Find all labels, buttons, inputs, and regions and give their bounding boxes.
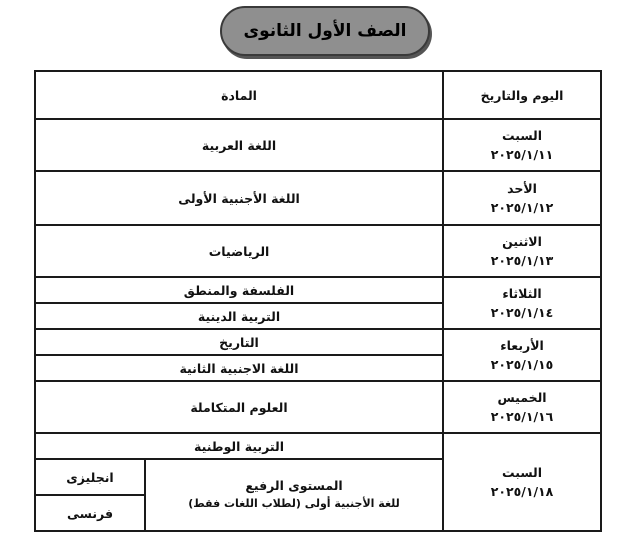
subject-cell: التاريخ xyxy=(35,329,443,355)
exam-date: ٢٠٢٥/١/١٤ xyxy=(490,305,554,320)
page-title: الصف الأول الثانوى xyxy=(243,21,407,41)
table-row xyxy=(35,171,601,225)
page-title-badge xyxy=(220,6,430,56)
header-subject: المادة xyxy=(35,71,443,119)
header-day-date: اليوم والتاريخ xyxy=(443,71,601,119)
subject-cell: التربية الوطنية xyxy=(35,433,443,459)
day-name: السبت xyxy=(501,465,543,480)
exam-date: ٢٠٢٥/١/١٥ xyxy=(490,357,554,372)
day-date-cell xyxy=(443,277,601,329)
subject-cell: الرياضيات xyxy=(35,225,443,277)
day-date-cell xyxy=(443,381,601,433)
day-date-cell xyxy=(443,171,601,225)
language-cell-english: انجليزى xyxy=(35,459,145,495)
day-date-cell xyxy=(443,433,601,531)
day-name: الثلاثاء xyxy=(502,286,542,301)
exam-schedule-table xyxy=(34,70,602,532)
subject-cell: العلوم المتكاملة xyxy=(35,381,443,433)
language-cell-french: فرنسى xyxy=(35,495,145,531)
day-name: السبت xyxy=(501,128,543,143)
advanced-level-subtitle: للغة الأجنبية أولى (لطلاب اللغات فقط) xyxy=(188,497,400,510)
day-name: الاثنين xyxy=(502,234,542,249)
advanced-level-cell xyxy=(145,459,443,531)
exam-date: ٢٠٢٥/١/١٣ xyxy=(490,253,554,268)
table-row xyxy=(35,433,601,459)
table-row xyxy=(35,277,601,303)
table-row xyxy=(35,329,601,355)
advanced-level-title: المستوى الرفيع xyxy=(245,478,343,493)
day-name: الخميس xyxy=(497,390,547,405)
day-name: الأربعاء xyxy=(500,338,544,353)
subject-cell: التربية الدينية xyxy=(35,303,443,329)
day-date-cell xyxy=(443,225,601,277)
day-name: الأحد xyxy=(507,181,537,196)
table-row xyxy=(35,119,601,171)
table-header-row xyxy=(35,71,601,119)
exam-date: ٢٠٢٥/١/١٢ xyxy=(490,200,554,215)
table-row xyxy=(35,381,601,433)
subject-cell: اللغة الأجنبية الأولى xyxy=(35,171,443,225)
exam-date: ٢٠٢٥/١/١٦ xyxy=(490,409,554,424)
exam-date: ٢٠٢٥/١/١١ xyxy=(490,147,554,162)
exam-date: ٢٠٢٥/١/١٨ xyxy=(490,484,554,499)
table-row xyxy=(35,225,601,277)
subject-cell: الفلسفة والمنطق xyxy=(35,277,443,303)
day-date-cell xyxy=(443,119,601,171)
subject-cell: اللغة الاجنبية الثانية xyxy=(35,355,443,381)
subject-cell: اللغة العربية xyxy=(35,119,443,171)
day-date-cell xyxy=(443,329,601,381)
